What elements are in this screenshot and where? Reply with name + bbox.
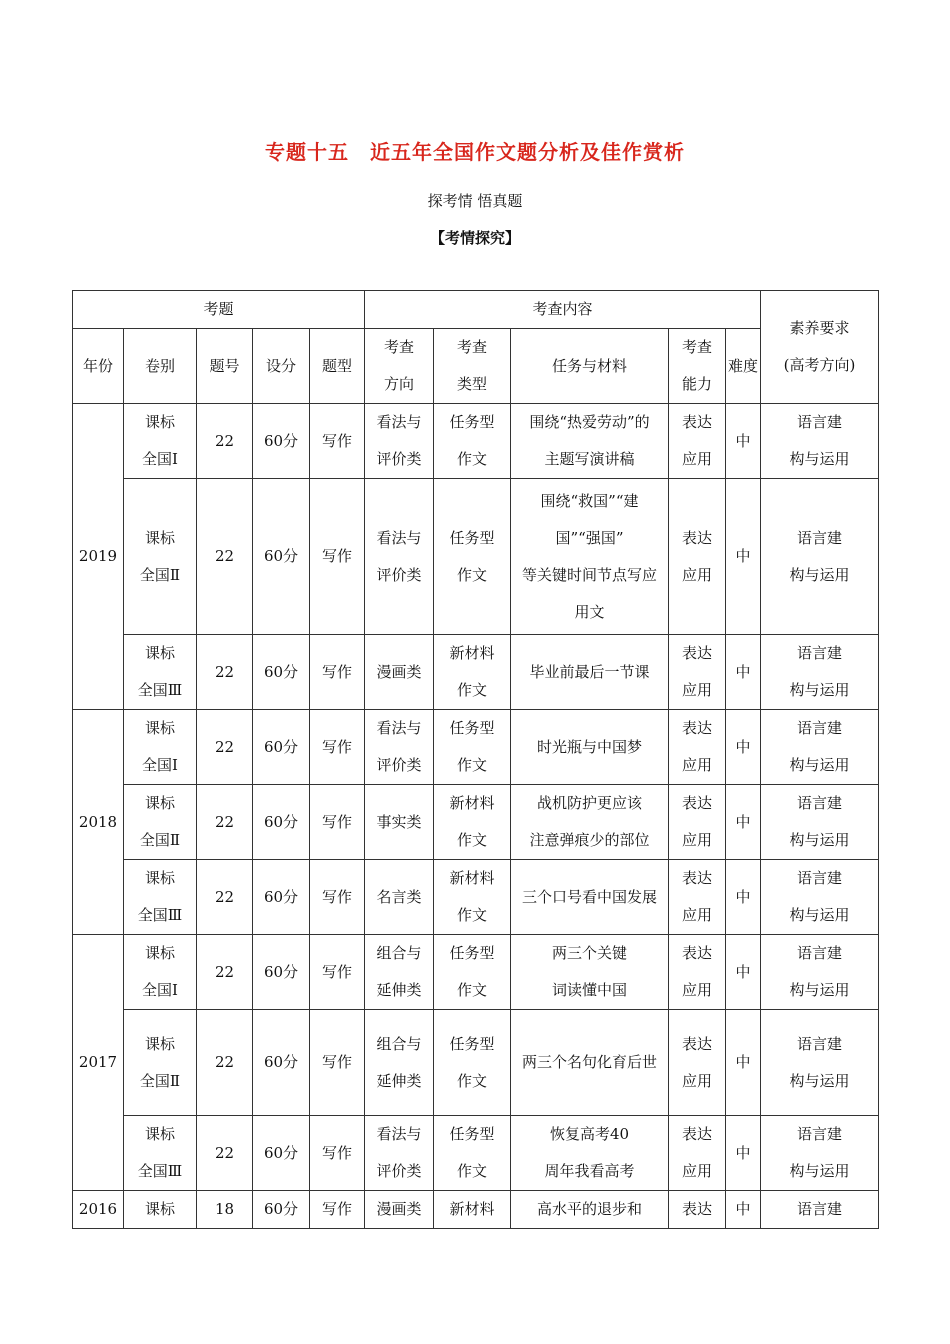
shefen-cell: 60分: [253, 404, 310, 479]
leixing-cell: 任务型 作文: [434, 935, 511, 1010]
tixing-cell: 写作: [310, 935, 365, 1010]
tihao-cell: 22: [197, 860, 253, 935]
suyang-cell: 语言建 构与运用: [761, 860, 879, 935]
table-row: [73, 404, 879, 479]
tihao-cell: 22: [197, 1116, 253, 1191]
tixing-cell: 写作: [310, 1191, 365, 1229]
leixing-cell: 新材料: [434, 1191, 511, 1229]
header-content: 考查内容: [365, 291, 761, 329]
fangxiang-cell: 组合与 延伸类: [365, 935, 434, 1010]
tixing-cell: 写作: [310, 1116, 365, 1191]
juanbie-cell: 课标 全国Ⅰ: [124, 404, 197, 479]
year-cell: 2017: [73, 935, 124, 1191]
suyang-cell: 语言建 构与运用: [761, 1116, 879, 1191]
renwu-cell: 战机防护更应该 注意弹痕少的部位: [511, 785, 669, 860]
nengli-cell: 表达 应用: [669, 710, 726, 785]
renwu-cell: 高水平的退步和: [511, 1191, 669, 1229]
shefen-cell: 60分: [253, 860, 310, 935]
tihao-cell: 22: [197, 785, 253, 860]
year-cell: 2019: [73, 404, 124, 710]
header-nengli: 考查 能力: [669, 329, 726, 404]
shefen-cell: 60分: [253, 935, 310, 1010]
page-title: 专题十五 近五年全国作文题分析及佳作赏析: [265, 140, 685, 164]
nengli-cell: 表达 应用: [669, 1010, 726, 1116]
suyang-cell: 语言建 构与运用: [761, 710, 879, 785]
shefen-cell: 60分: [253, 1116, 310, 1191]
juanbie-cell: 课标 全国Ⅲ: [124, 860, 197, 935]
fangxiang-cell: 漫画类: [365, 635, 434, 710]
table-row: [73, 860, 879, 935]
nandu-cell: 中: [726, 1116, 761, 1191]
suyang-cell: 语言建 构与运用: [761, 404, 879, 479]
nandu-cell: 中: [726, 710, 761, 785]
nengli-cell: 表达 应用: [669, 1116, 726, 1191]
table-row: [73, 635, 879, 710]
header-kaoti: 考题: [73, 291, 365, 329]
juanbie-cell: 课标 全国Ⅰ: [124, 935, 197, 1010]
renwu-cell: 毕业前最后一节课: [511, 635, 669, 710]
suyang-cell: 语言建 构与运用: [761, 635, 879, 710]
table-row: [73, 1010, 879, 1116]
shefen-cell: 60分: [253, 710, 310, 785]
juanbie-cell: 课标 全国Ⅱ: [124, 479, 197, 635]
header-renwu: 任务与材料: [511, 329, 669, 404]
tihao-cell: 22: [197, 404, 253, 479]
tihao-cell: 22: [197, 635, 253, 710]
suyang-cell: 语言建: [761, 1191, 879, 1229]
suyang-cell: 语言建 构与运用: [761, 1010, 879, 1116]
fangxiang-cell: 漫画类: [365, 1191, 434, 1229]
leixing-cell: 任务型 作文: [434, 1010, 511, 1116]
nengli-cell: 表达 应用: [669, 635, 726, 710]
nengli-cell: 表达 应用: [669, 479, 726, 635]
nandu-cell: 中: [726, 404, 761, 479]
shefen-cell: 60分: [253, 635, 310, 710]
header-leixing: 考查 类型: [434, 329, 511, 404]
nandu-cell: 中: [726, 1010, 761, 1116]
leixing-cell: 新材料 作文: [434, 860, 511, 935]
leixing-cell: 任务型 作文: [434, 710, 511, 785]
page-subtitle: 探考情 悟真题: [427, 192, 523, 210]
juanbie-cell: 课标 全国Ⅰ: [124, 710, 197, 785]
fangxiang-cell: 事实类: [365, 785, 434, 860]
tixing-cell: 写作: [310, 860, 365, 935]
header-tixing: 题型: [310, 329, 365, 404]
header-shefen: 设分: [253, 329, 310, 404]
fangxiang-cell: 组合与 延伸类: [365, 1010, 434, 1116]
nengli-cell: 表达 应用: [669, 785, 726, 860]
year-cell: 2018: [73, 710, 124, 935]
renwu-cell: 时光瓶与中国梦: [511, 710, 669, 785]
tihao-cell: 18: [197, 1191, 253, 1229]
table-header-row-2: [73, 329, 879, 404]
nengli-cell: 表达 应用: [669, 860, 726, 935]
shefen-cell: 60分: [253, 1191, 310, 1229]
tixing-cell: 写作: [310, 785, 365, 860]
shefen-cell: 60分: [253, 785, 310, 860]
table-row: [73, 1191, 879, 1229]
exam-analysis-table: [72, 290, 879, 1229]
renwu-cell: 两三个名句化育后世: [511, 1010, 669, 1116]
fangxiang-cell: 看法与 评价类: [365, 710, 434, 785]
renwu-cell: 围绕“热爱劳动”的 主题写演讲稿: [511, 404, 669, 479]
juanbie-cell: 课标 全国Ⅱ: [124, 1010, 197, 1116]
tixing-cell: 写作: [310, 404, 365, 479]
tixing-cell: 写作: [310, 635, 365, 710]
section-heading: 【考情探究】: [429, 229, 520, 247]
renwu-cell: 恢复高考40 周年我看高考: [511, 1116, 669, 1191]
shefen-cell: 60分: [253, 1010, 310, 1116]
renwu-cell: 两三个关键 词读懂中国: [511, 935, 669, 1010]
header-suyang: 素养要求 (高考方向): [761, 291, 879, 404]
tihao-cell: 22: [197, 479, 253, 635]
nengli-cell: 表达 应用: [669, 935, 726, 1010]
header-year: 年份: [73, 329, 124, 404]
nandu-cell: 中: [726, 935, 761, 1010]
nandu-cell: 中: [726, 860, 761, 935]
nandu-cell: 中: [726, 785, 761, 860]
tihao-cell: 22: [197, 1010, 253, 1116]
juanbie-cell: 课标 全国Ⅲ: [124, 635, 197, 710]
suyang-cell: 语言建 构与运用: [761, 935, 879, 1010]
leixing-cell: 任务型 作文: [434, 404, 511, 479]
fangxiang-cell: 看法与 评价类: [365, 479, 434, 635]
tihao-cell: 22: [197, 935, 253, 1010]
table-row: [73, 935, 879, 1010]
juanbie-cell: 课标 全国Ⅲ: [124, 1116, 197, 1191]
leixing-cell: 新材料 作文: [434, 635, 511, 710]
juanbie-cell: 课标: [124, 1191, 197, 1229]
tixing-cell: 写作: [310, 710, 365, 785]
tixing-cell: 写作: [310, 1010, 365, 1116]
table-row: [73, 785, 879, 860]
renwu-cell: 三个口号看中国发展: [511, 860, 669, 935]
suyang-cell: 语言建 构与运用: [761, 785, 879, 860]
shefen-cell: 60分: [253, 479, 310, 635]
table-row: [73, 479, 879, 635]
nandu-cell: 中: [726, 1191, 761, 1229]
nengli-cell: 表达 应用: [669, 404, 726, 479]
header-juanbie: 卷别: [124, 329, 197, 404]
header-nandu: 难度: [726, 329, 761, 404]
fangxiang-cell: 名言类: [365, 860, 434, 935]
table-header-row-1: [73, 291, 879, 329]
leixing-cell: 新材料 作文: [434, 785, 511, 860]
juanbie-cell: 课标 全国Ⅱ: [124, 785, 197, 860]
header-fangxiang: 考查 方向: [365, 329, 434, 404]
leixing-cell: 任务型 作文: [434, 1116, 511, 1191]
table-row: [73, 1116, 879, 1191]
tihao-cell: 22: [197, 710, 253, 785]
nandu-cell: 中: [726, 635, 761, 710]
header-tihao: 题号: [197, 329, 253, 404]
nengli-cell: 表达: [669, 1191, 726, 1229]
suyang-cell: 语言建 构与运用: [761, 479, 879, 635]
tixing-cell: 写作: [310, 479, 365, 635]
fangxiang-cell: 看法与 评价类: [365, 1116, 434, 1191]
leixing-cell: 任务型 作文: [434, 479, 511, 635]
nandu-cell: 中: [726, 479, 761, 635]
fangxiang-cell: 看法与 评价类: [365, 404, 434, 479]
year-cell: 2016: [73, 1191, 124, 1229]
renwu-cell: 围绕“救国”“建 国”“强国” 等关键时间节点写应 用文: [511, 479, 669, 635]
table-row: [73, 710, 879, 785]
